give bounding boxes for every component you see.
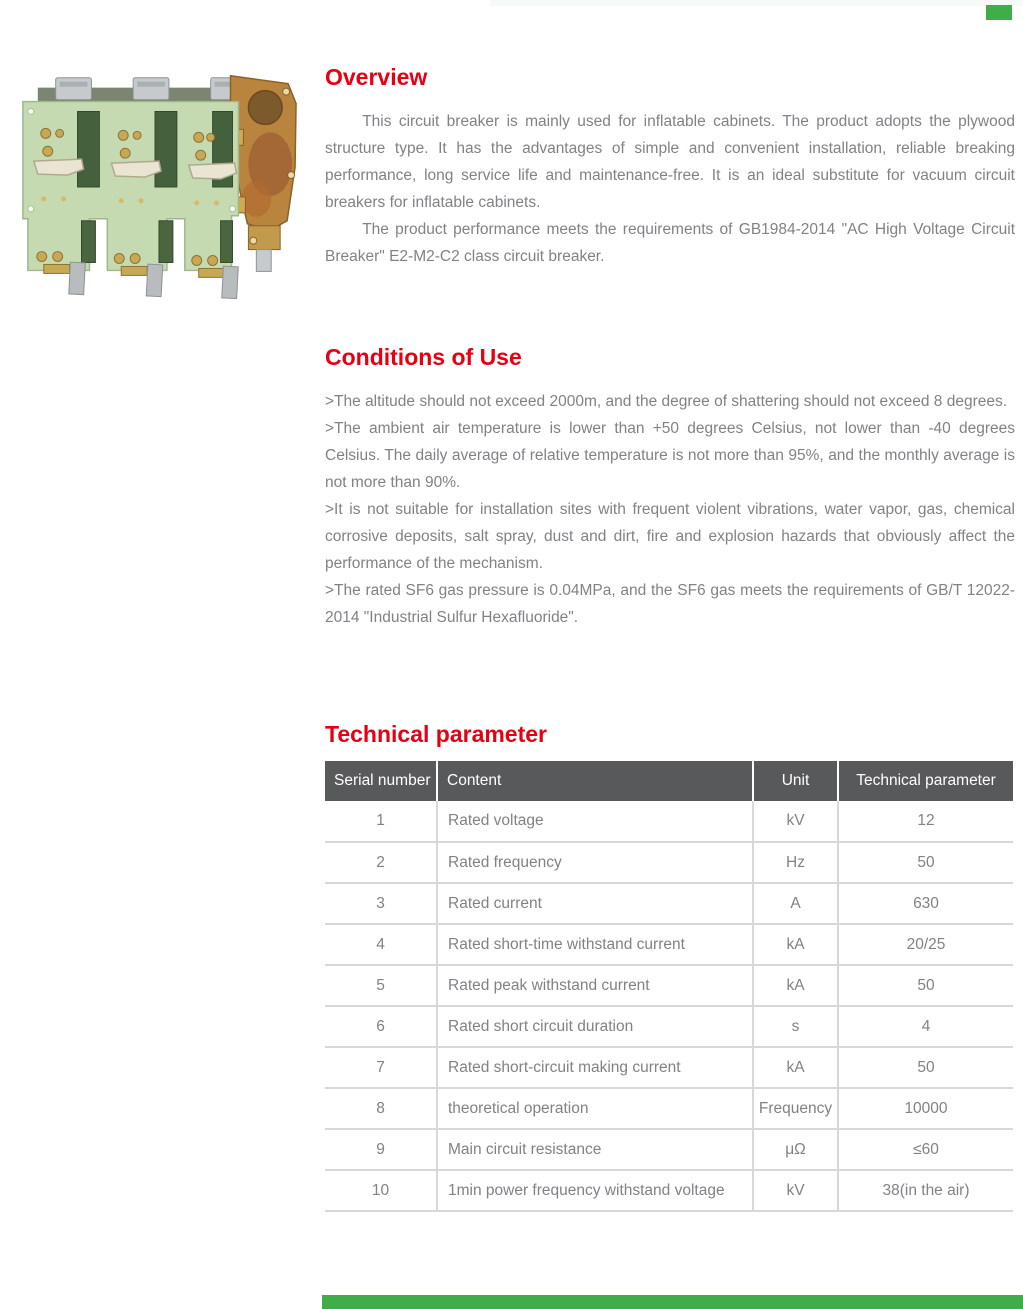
table-row [325, 1006, 1013, 1047]
cell-content: Rated peak withstand current [437, 965, 753, 1006]
header-unit: Unit [753, 761, 838, 801]
table-row [325, 924, 1013, 965]
cell-value: 4 [838, 1006, 1013, 1047]
table-row [325, 801, 1013, 842]
cell-value: 12 [838, 801, 1013, 842]
footer-accent-bar [322, 1295, 1023, 1309]
technical-parameter-table [325, 761, 1013, 1212]
cell-value: 50 [838, 842, 1013, 883]
top-accent-widget[interactable] [986, 5, 1012, 20]
cell-serial: 1 [325, 801, 437, 842]
table-row [325, 965, 1013, 1006]
cell-unit: kV [753, 1170, 838, 1211]
overview-paragraph: This circuit breaker is mainly used for inflatable cabinets. The product adopts the plywood structure type. It has the advantages of simple and convenient installation, reliable breaking performance, long service life and maintenance-free. It is an ideal substitute for vacuum circuit breakers for inflatable cabinets. [325, 113, 1015, 211]
cell-unit: Frequency [753, 1088, 838, 1129]
technical-title: Technical parameter [325, 721, 548, 747]
condition-item: >The altitude should not exceed 2000m, and the degree of shattering should not exceed 8 degrees. [325, 393, 1008, 410]
cell-serial: 5 [325, 965, 437, 1006]
table-row [325, 1088, 1013, 1129]
table-header-row [325, 761, 1013, 801]
cell-value: 20/25 [838, 924, 1013, 965]
header-serial-number: Serial number [325, 761, 437, 801]
header-technical-parameter: Technical parameter [838, 761, 1013, 801]
condition-item: >The ambient air temperature is lower than +50 degrees Celsius, not lower than -40 degrees Celsius. The daily average of relative temperature is not more than 95%, and the monthly average is not more than 90%. [325, 420, 1015, 491]
cell-unit: kA [753, 924, 838, 965]
top-tint-band [490, 0, 1023, 6]
cell-serial: 7 [325, 1047, 437, 1088]
cell-value: 38(in the air) [838, 1170, 1013, 1211]
cell-content: theoretical operation [437, 1088, 753, 1129]
cell-value: 50 [838, 965, 1013, 1006]
overview-paragraph: The product performance meets the requirements of GB1984-2014 "AC High Voltage Circuit Breaker" E2-M2-C2 class circuit breaker. [325, 221, 1015, 265]
cell-unit: kA [753, 1047, 838, 1088]
table-row [325, 1170, 1013, 1211]
cell-serial: 3 [325, 883, 437, 924]
cell-unit: μΩ [753, 1129, 838, 1170]
cell-content: Rated voltage [437, 801, 753, 842]
cell-value: ≤60 [838, 1129, 1013, 1170]
cell-content: Main circuit resistance [437, 1129, 753, 1170]
cell-content: Rated frequency [437, 842, 753, 883]
cell-content: Rated short-time withstand current [437, 924, 753, 965]
circuit-breaker-illustration [8, 70, 306, 302]
table-row [325, 883, 1013, 924]
cell-content: 1min power frequency withstand voltage [437, 1170, 753, 1211]
condition-item: >It is not suitable for installation sites with frequent violent vibrations, water vapor, gas, chemical corrosive deposits, salt spray, dust and dirt, fire and explosion hazards that obviously affect the performance of the mechanism. [325, 501, 1015, 572]
cell-content: Rated current [437, 883, 753, 924]
header-content: Content [437, 761, 753, 801]
product-image [8, 70, 306, 302]
cell-value: 630 [838, 883, 1013, 924]
table-row [325, 1129, 1013, 1170]
cell-serial: 6 [325, 1006, 437, 1047]
cell-unit: A [753, 883, 838, 924]
condition-item: >The rated SF6 gas pressure is 0.04MPa, and the SF6 gas meets the requirements of GB/T 12022-2014 "Industrial Sulfur Hexafluoride". [325, 582, 1015, 626]
cell-unit: s [753, 1006, 838, 1047]
cell-unit: Hz [753, 842, 838, 883]
cell-serial: 2 [325, 842, 437, 883]
cell-serial: 4 [325, 924, 437, 965]
cell-content: Rated short circuit duration [437, 1006, 753, 1047]
cell-value: 10000 [838, 1088, 1013, 1129]
cell-serial: 9 [325, 1129, 437, 1170]
cell-serial: 10 [325, 1170, 437, 1211]
cell-value: 50 [838, 1047, 1013, 1088]
cell-unit: kA [753, 965, 838, 1006]
conditions-title: Conditions of Use [325, 344, 522, 370]
cell-serial: 8 [325, 1088, 437, 1129]
table-row [325, 842, 1013, 883]
table-row [325, 1047, 1013, 1088]
cell-content: Rated short-circuit making current [437, 1047, 753, 1088]
main-content [325, 64, 1015, 1212]
cell-unit: kV [753, 801, 838, 842]
overview-title: Overview [325, 64, 428, 90]
